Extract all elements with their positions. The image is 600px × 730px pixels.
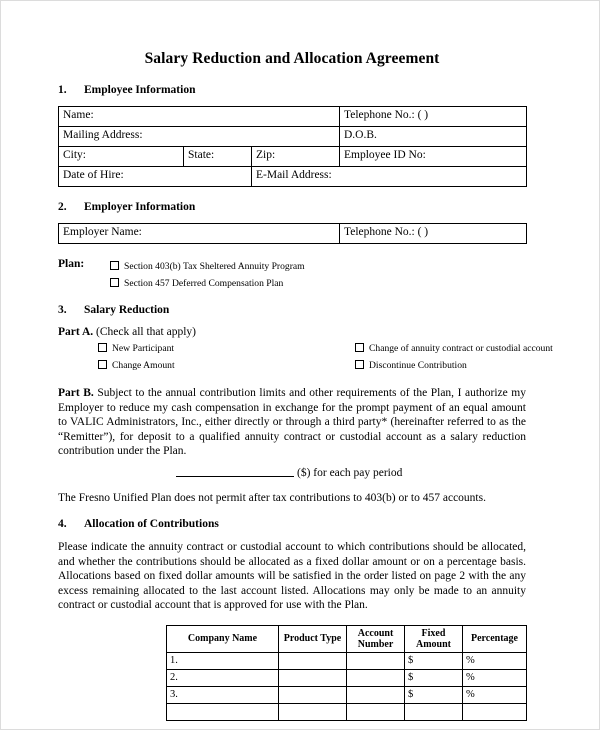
part-a-checkbox-grid: [58, 340, 553, 374]
checkbox-icon[interactable]: [98, 343, 107, 352]
plan-option-457[interactable]: [110, 275, 526, 292]
percentage-cell[interactable]: %: [463, 669, 527, 686]
percentage-cell[interactable]: %: [463, 686, 527, 703]
checkbox-icon[interactable]: [98, 360, 107, 369]
section-number: 3.: [58, 304, 67, 316]
plan-option-label: Section 457 Deferred Compensation Plan: [124, 278, 284, 289]
plan-selection-block: [58, 258, 526, 292]
section-number: 2.: [58, 201, 67, 213]
section-title: Salary Reduction: [84, 304, 170, 316]
employee-state-cell[interactable]: State:: [184, 147, 252, 167]
part-a-option-discontinue-contribution[interactable]: [355, 357, 467, 374]
column-header-fixed-amount: Fixed Amount: [405, 625, 463, 652]
fixed-amount-cell[interactable]: $: [405, 652, 463, 669]
part-b-label: Part B.: [58, 387, 94, 399]
part-a-row-2: [98, 357, 526, 374]
employee-date-of-hire-cell[interactable]: Date of Hire:: [59, 167, 252, 187]
percentage-cell[interactable]: %: [463, 652, 527, 669]
section-title: Allocation of Contributions: [84, 517, 219, 530]
column-header-account-number: Account Number: [347, 625, 405, 652]
fixed-amount-cell[interactable]: $: [405, 669, 463, 686]
table-row: [167, 669, 527, 686]
column-header-percentage: Percentage: [463, 625, 527, 652]
plan-option-403b[interactable]: [110, 258, 526, 275]
employer-telephone-cell[interactable]: Telephone No.: ( ): [340, 224, 527, 244]
option-label: Discontinue Contribution: [369, 360, 467, 371]
section-number: 1.: [58, 84, 67, 96]
allocation-instructions-paragraph: Please indicate the annuity contract or custodial account to which contributions should be allocated, and whether the contributions should be allocated as a fixed dollar amount or on a percentage basis. Allocations based on fixed dollar amounts will be satisfied in the order listed on page 2 with the any excess remaining allocated to the last account listed. Allocations may only be made to an annuity contract or custodial account that is approved for use with the Plan.: [58, 540, 526, 612]
option-label: Change Amount: [112, 360, 175, 371]
employee-city-cell[interactable]: City:: [59, 147, 184, 167]
account-number-cell[interactable]: [347, 652, 405, 669]
table-row: [167, 703, 527, 720]
employee-mailing-address-cell[interactable]: Mailing Address:: [59, 127, 340, 147]
employee-name-cell[interactable]: Name:: [59, 107, 340, 127]
part-a-row-1: [98, 340, 553, 357]
table-row: [59, 127, 527, 147]
fixed-amount-cell[interactable]: [405, 703, 463, 720]
row-number-cell[interactable]: 3.: [167, 686, 279, 703]
employee-zip-cell[interactable]: Zip:: [252, 147, 340, 167]
column-header-company-name: Company Name: [167, 625, 279, 652]
allocation-table: [166, 625, 527, 721]
table-row: [59, 224, 527, 244]
row-number-cell[interactable]: [167, 703, 279, 720]
row-number-cell[interactable]: 2.: [167, 669, 279, 686]
checkbox-icon[interactable]: [110, 261, 119, 270]
part-a-option-new-participant[interactable]: [98, 343, 174, 354]
table-row: [59, 167, 527, 187]
document-content: [58, 1, 553, 721]
table-row: [59, 107, 527, 127]
section-number: 4.: [58, 517, 67, 530]
product-type-cell[interactable]: [279, 686, 347, 703]
section-title: Employee Information: [84, 84, 196, 96]
section-heading-employee-information: [58, 84, 526, 96]
table-header-row: [167, 625, 527, 652]
section-heading-salary-reduction: [58, 304, 526, 316]
employee-id-cell[interactable]: Employee ID No:: [340, 147, 527, 167]
pay-amount-blank-field[interactable]: [176, 466, 294, 477]
page-title: Salary Reduction and Allocation Agreement: [144, 50, 440, 67]
column-header-product-type: Product Type: [279, 625, 347, 652]
account-number-cell[interactable]: [347, 703, 405, 720]
plan-option-label: Section 403(b) Tax Sheltered Annuity Program: [124, 261, 305, 272]
part-a-option-change-of-annuity-contract[interactable]: [355, 340, 553, 357]
employee-information-table: [58, 106, 527, 187]
product-type-cell[interactable]: [279, 703, 347, 720]
option-label: New Participant: [112, 343, 175, 354]
account-number-cell[interactable]: [347, 686, 405, 703]
part-a-instruction: (Check all that apply): [96, 326, 196, 338]
part-b-paragraph: [58, 386, 526, 459]
section-title: Employer Information: [84, 201, 196, 213]
part-a-label: Part A.: [58, 326, 94, 338]
pay-period-label: ($) for each pay period: [297, 466, 403, 479]
product-type-cell[interactable]: [279, 669, 347, 686]
part-b-text: Subject to the annual contribution limits and other requirements of the Plan, I authorize my Employer to reduce my cash compensation in exchange for the prompt payment of an equal amount to VALIC Administrators, Inc., either directly or through a third party* (hereinafter referred to as the “Remitter”), for deposit to a qualified annuity contract or custodial account as a salary reduction contribution under the Plan.: [58, 387, 526, 458]
fixed-amount-cell[interactable]: $: [405, 686, 463, 703]
row-number-cell[interactable]: 1.: [167, 652, 279, 669]
section-heading-employer-information: [58, 201, 526, 213]
checkbox-icon[interactable]: [355, 343, 364, 352]
table-row: [167, 686, 527, 703]
pay-period-line: [58, 465, 526, 481]
checkbox-icon[interactable]: [355, 360, 364, 369]
employee-dob-cell[interactable]: D.O.B.: [340, 127, 527, 147]
table-row: [59, 147, 527, 167]
section-heading-allocation-of-contributions: [58, 518, 526, 530]
plan-label: Plan:: [58, 258, 85, 270]
employee-telephone-cell[interactable]: Telephone No.: ( ): [340, 107, 527, 127]
employee-email-cell[interactable]: E-Mail Address:: [252, 167, 527, 187]
percentage-cell[interactable]: [463, 703, 527, 720]
part-a-option-change-amount[interactable]: [98, 360, 175, 371]
employer-information-table: [58, 223, 527, 244]
part-a-label-line: [58, 326, 526, 338]
account-number-cell[interactable]: [347, 669, 405, 686]
fresno-plan-note: The Fresno Unified Plan does not permit after tax contributions to 403(b) or to 457 accounts.: [58, 491, 486, 504]
product-type-cell[interactable]: [279, 652, 347, 669]
option-label: Change of annuity contract or custodial account: [369, 343, 553, 354]
checkbox-icon[interactable]: [110, 278, 119, 287]
table-row: [167, 652, 527, 669]
employer-name-cell[interactable]: Employer Name:: [59, 224, 340, 244]
